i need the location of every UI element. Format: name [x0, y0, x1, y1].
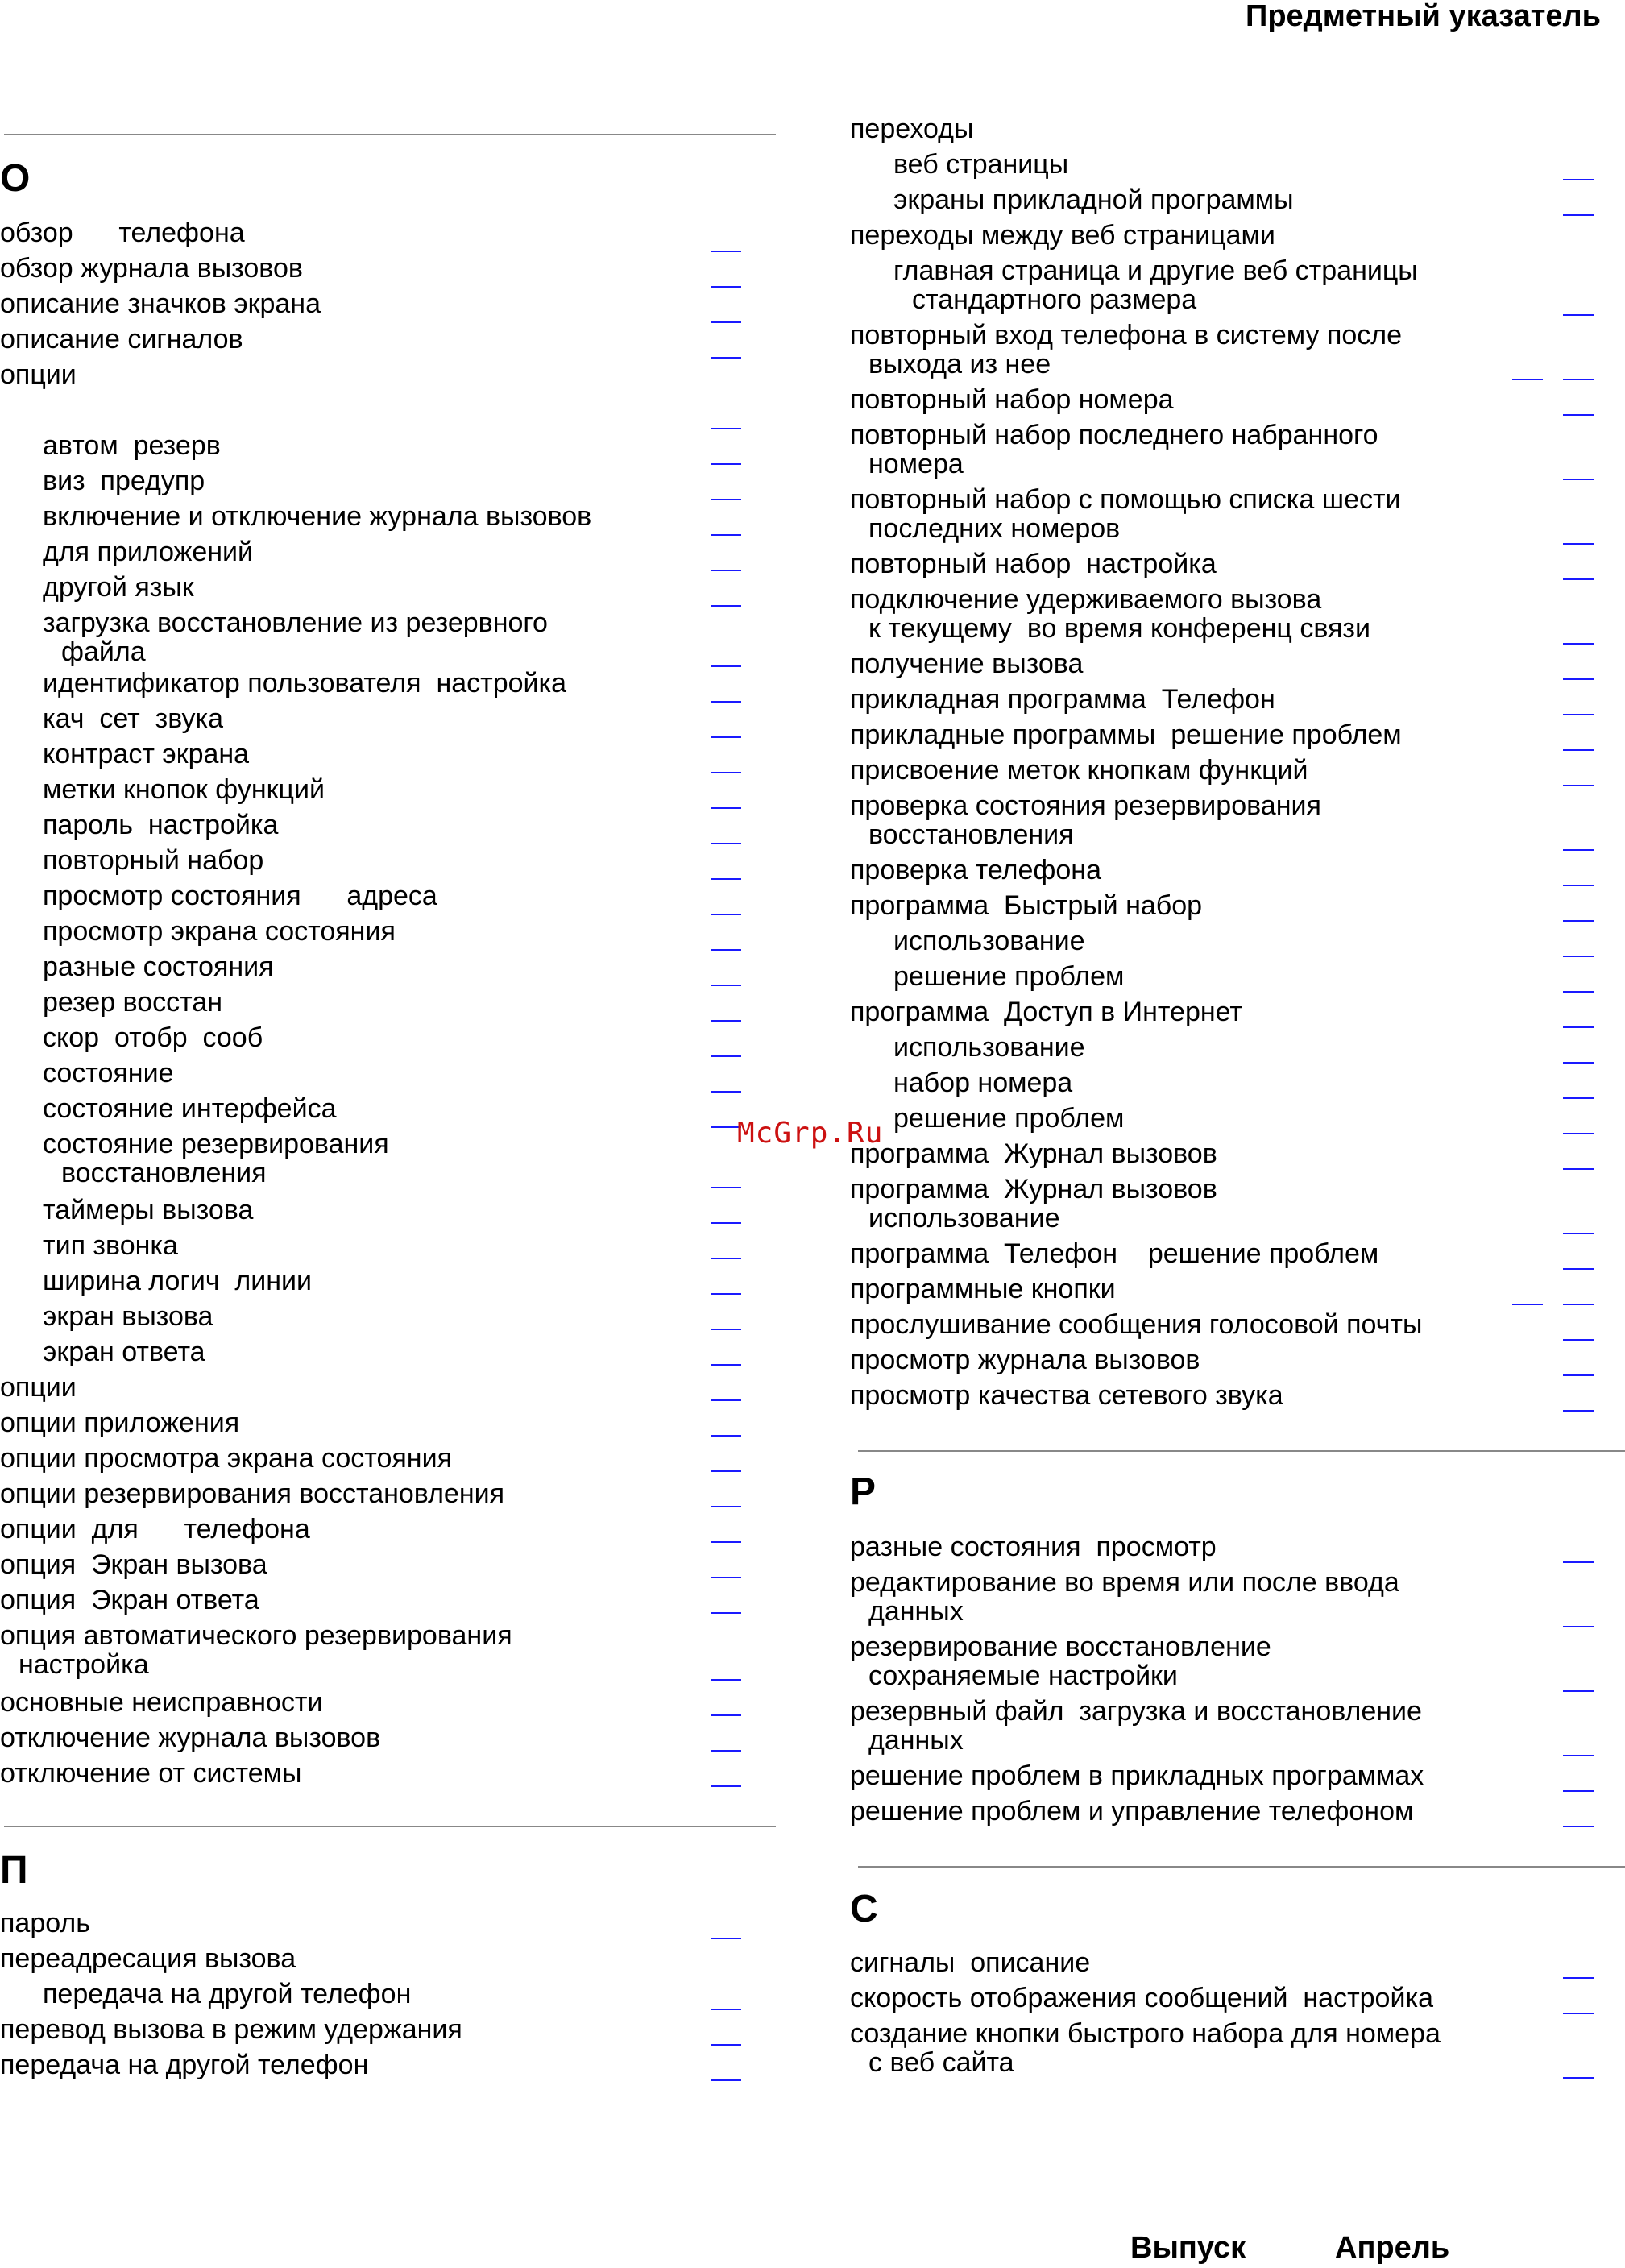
index-subentry: решение проблем	[893, 961, 1125, 992]
section-letter-p: П	[0, 1849, 28, 1892]
index-subentry: веб страницы	[893, 149, 1069, 180]
page-link[interactable]	[1563, 1268, 1594, 1270]
index-entry: опции	[0, 1372, 77, 1403]
index-entry: программа Быстрый набор	[850, 890, 1203, 921]
index-entry: программа Телефон решение проблем	[850, 1238, 1379, 1269]
index-subentry: другой язык	[43, 572, 194, 603]
index-entry: резервирование восстановление	[850, 1632, 1271, 1662]
index-entry: пароль	[0, 1908, 90, 1938]
page-link[interactable]	[1563, 1826, 1594, 1827]
page-link[interactable]	[1563, 678, 1594, 680]
page-link[interactable]	[1563, 1690, 1594, 1692]
index-subentry: ширина логич линии	[43, 1266, 313, 1296]
index-entry-continued: сохраняемые настройки	[868, 1661, 1178, 1691]
page-link[interactable]	[711, 1364, 741, 1366]
page-link[interactable]	[1563, 578, 1594, 580]
index-subentry: включение и отключение журнала вызовов	[43, 501, 592, 532]
page-header-title: Предметный указатель	[1246, 0, 1601, 33]
index-subentry: экран ответа	[43, 1337, 205, 1367]
page-link[interactable]	[1563, 1168, 1594, 1170]
index-subentry: скор отобр сооб	[43, 1022, 263, 1053]
index-entry: подключение удерживаемого вызова	[850, 584, 1322, 615]
page-link[interactable]	[711, 665, 741, 667]
page-link[interactable]	[711, 463, 741, 465]
index-entry: просмотр качества сетевого звука	[850, 1380, 1283, 1411]
page-link[interactable]	[1563, 885, 1594, 886]
section-divider	[858, 1866, 1625, 1868]
page-link[interactable]	[1563, 314, 1594, 316]
page-link[interactable]	[1563, 1977, 1594, 1979]
page-link[interactable]	[711, 736, 741, 738]
index-entry: резервный файл загрузка и восстановление	[850, 1696, 1422, 1727]
page-link[interactable]	[1563, 714, 1594, 715]
page-link[interactable]	[711, 1187, 741, 1188]
page-link[interactable]	[711, 605, 741, 607]
page-link[interactable]	[1563, 1133, 1594, 1134]
index-entry: скорость отображения сообщений настройка	[850, 1983, 1433, 2013]
page-link[interactable]	[711, 1577, 741, 1578]
index-entry-continued: с веб сайта	[868, 2047, 1014, 2078]
index-subentry: пароль настройка	[43, 810, 279, 840]
section-divider	[4, 134, 776, 135]
page-link[interactable]	[1563, 1626, 1594, 1627]
index-entry: отключение от системы	[0, 1758, 302, 1789]
section-letter-r: Р	[850, 1470, 877, 1513]
index-entry: получение вызова	[850, 649, 1084, 679]
index-entry: присвоение меток кнопкам функций	[850, 755, 1308, 786]
index-subentry: метки кнопок функций	[43, 774, 325, 805]
page-link[interactable]	[711, 772, 741, 773]
page-link[interactable]	[1563, 956, 1594, 957]
index-subentry: виз предупр	[43, 466, 205, 496]
page-link[interactable]	[1563, 379, 1594, 380]
page-link[interactable]	[711, 1750, 741, 1752]
page-link[interactable]	[1563, 849, 1594, 851]
page-link[interactable]	[711, 286, 741, 288]
index-subentry: главная страница и другие веб страницы	[893, 255, 1418, 286]
index-entry: перевод вызова в режим удержания	[0, 2014, 462, 2045]
index-subentry-continued: стандартного размера	[912, 284, 1197, 315]
page-link[interactable]	[1563, 920, 1594, 922]
index-entry: прослушивание сообщения голосовой почты	[850, 1309, 1423, 1340]
page-link[interactable]	[711, 357, 741, 359]
index-subentry: кач сет звука	[43, 703, 224, 734]
index-entry: повторный вход телефона в систему после	[850, 320, 1403, 350]
index-entry: программа Журнал вызовов	[850, 1174, 1217, 1204]
footer-issue-label: Выпуск	[1130, 2231, 1246, 2265]
index-entry: проверка телефона	[850, 855, 1101, 885]
index-subentry: просмотр экрана состояния	[43, 916, 396, 947]
page-link[interactable]	[1512, 1304, 1543, 1305]
page-link[interactable]	[1563, 1062, 1594, 1064]
page-link[interactable]	[711, 985, 741, 986]
index-entry: просмотр журнала вызовов	[850, 1345, 1200, 1375]
index-entry: сигналы описание	[850, 1947, 1091, 1978]
page-link[interactable]	[1563, 543, 1594, 545]
index-entry: программа Доступ в Интернет	[850, 997, 1242, 1027]
index-subentry: загрузка восстановление из резервного	[43, 607, 548, 638]
index-subentry: идентификатор пользователя настройка	[43, 668, 567, 699]
page-link[interactable]	[711, 428, 741, 429]
index-entry: прикладные программы решение проблем	[850, 719, 1402, 750]
page-link[interactable]	[711, 1541, 741, 1543]
page-link[interactable]	[711, 251, 741, 252]
page-link[interactable]	[711, 1714, 741, 1716]
page-link[interactable]	[711, 949, 741, 951]
index-subentry: повторный набор	[43, 845, 264, 876]
index-entry: передача на другой телефон	[0, 2050, 369, 2080]
page-link[interactable]	[711, 843, 741, 844]
page-link[interactable]	[711, 878, 741, 880]
index-subentry: разные состояния	[43, 952, 274, 982]
index-subentry: тип звонка	[43, 1230, 178, 1261]
page-link[interactable]	[711, 1055, 741, 1057]
index-subentry: передача на другой телефон	[43, 1979, 412, 2009]
index-entry: опции	[0, 359, 77, 390]
index-subentry-continued: восстановления	[61, 1158, 267, 1188]
index-subentry: состояние интерфейса	[43, 1093, 337, 1124]
index-entry: повторный набор последнего набранного	[850, 420, 1378, 450]
index-entry: опция автоматического резервирования	[0, 1620, 512, 1651]
page-link[interactable]	[711, 914, 741, 915]
page-link[interactable]	[1563, 1561, 1594, 1563]
section-letter-s: С	[850, 1888, 878, 1930]
section-divider	[858, 1450, 1625, 1452]
page-link[interactable]	[711, 807, 741, 809]
page-link[interactable]	[711, 570, 741, 571]
section-letter-o: О	[0, 157, 31, 200]
page-link[interactable]	[1563, 1233, 1594, 1234]
page-link[interactable]	[1563, 1790, 1594, 1792]
page-link[interactable]	[711, 1679, 741, 1681]
page-link[interactable]	[1563, 2077, 1594, 2079]
page-link[interactable]	[1563, 1374, 1594, 1376]
page-link[interactable]	[1563, 414, 1594, 416]
index-entry: описание значков экрана	[0, 288, 321, 319]
index-subentry: таймеры вызова	[43, 1195, 254, 1225]
index-entry: разные состояния просмотр	[850, 1532, 1217, 1562]
page-link[interactable]	[1563, 179, 1594, 180]
index-entry: переходы между веб страницами	[850, 220, 1275, 251]
index-subentry: использование	[893, 1032, 1085, 1063]
index-entry: опция Экран вызова	[0, 1549, 267, 1580]
index-subentry: решение проблем	[893, 1103, 1125, 1134]
page-link[interactable]	[1563, 1755, 1594, 1756]
page-link[interactable]	[711, 1258, 741, 1259]
index-entry: прикладная программа Телефон	[850, 684, 1275, 715]
page-link[interactable]	[1563, 1097, 1594, 1099]
page-link[interactable]	[711, 1612, 741, 1614]
index-entry-continued: номера	[868, 449, 964, 479]
page-link[interactable]	[1563, 785, 1594, 786]
index-entry-continued: данных	[868, 1725, 964, 1756]
page-link[interactable]	[1563, 991, 1594, 993]
page-link[interactable]	[1563, 2013, 1594, 2014]
section-divider	[4, 1826, 776, 1827]
page-link[interactable]	[711, 701, 741, 703]
index-entry: опция Экран ответа	[0, 1585, 259, 1615]
page-link[interactable]	[711, 1506, 741, 1507]
page-link[interactable]	[711, 1222, 741, 1224]
index-entry: проверка состояния резервирования	[850, 790, 1321, 821]
index-subentry: просмотр состояния адреса	[43, 881, 437, 911]
page-link[interactable]	[711, 1470, 741, 1472]
page-link[interactable]	[711, 1329, 741, 1330]
index-entry-continued: настройка	[19, 1649, 149, 1680]
index-entry: отключение журнала вызовов	[0, 1723, 381, 1753]
index-subentry: для приложений	[43, 537, 254, 567]
page-link[interactable]	[1563, 479, 1594, 480]
index-subentry: автом резерв	[43, 430, 221, 461]
index-entry: обзор телефона	[0, 218, 245, 248]
index-entry: описание сигналов	[0, 324, 243, 355]
index-entry: обзор журнала вызовов	[0, 253, 303, 284]
page-link[interactable]	[711, 1293, 741, 1295]
index-entry: повторный набор номера	[850, 384, 1174, 415]
index-entry: опции просмотра экрана состояния	[0, 1443, 452, 1474]
index-subentry-continued: файла	[61, 636, 146, 667]
page-link[interactable]	[711, 534, 741, 536]
index-subentry: экран вызова	[43, 1301, 213, 1332]
page-link[interactable]	[711, 1020, 741, 1022]
index-entry: повторный набор настройка	[850, 549, 1217, 579]
index-entry: решение проблем и управление телефоном	[850, 1796, 1414, 1826]
index-entry: опции резервирования восстановления	[0, 1478, 504, 1509]
index-entry-continued: к текущему во время конференц связи	[868, 613, 1370, 644]
index-entry-continued: восстановления	[868, 819, 1074, 850]
index-entry: опции приложения	[0, 1408, 240, 1438]
index-entry: переадресация вызова	[0, 1943, 296, 1974]
index-entry: решение проблем в прикладных программах	[850, 1760, 1424, 1791]
index-subentry: экраны прикладной программы	[893, 185, 1294, 215]
index-entry: переходы	[850, 114, 974, 144]
index-entry: редактирование во время или после ввода	[850, 1567, 1399, 1598]
index-entry: основные неисправности	[0, 1687, 323, 1718]
watermark-text: McGrp.Ru	[737, 1117, 884, 1150]
index-entry: повторный набор с помощью списка шести	[850, 484, 1401, 515]
index-entry-continued: использование	[868, 1203, 1060, 1234]
footer-month-label: Апрель	[1335, 2231, 1450, 2265]
index-subentry: резер восстан	[43, 987, 223, 1018]
page-link[interactable]	[711, 1938, 741, 1939]
index-entry-continued: данных	[868, 1596, 964, 1627]
page-link[interactable]	[711, 2009, 741, 2010]
index-entry: опции для телефона	[0, 1514, 310, 1544]
page-link[interactable]	[1512, 379, 1543, 380]
index-subentry: использование	[893, 926, 1085, 956]
page-link[interactable]	[711, 2044, 741, 2046]
page-link[interactable]	[1563, 1339, 1594, 1341]
page-link[interactable]	[711, 1091, 741, 1093]
index-subentry: состояние резервирования	[43, 1129, 389, 1159]
page-link[interactable]	[711, 321, 741, 323]
index-entry-continued: последних номеров	[868, 513, 1121, 544]
page-link[interactable]	[1563, 1304, 1594, 1305]
page-link[interactable]	[711, 1399, 741, 1401]
page-link[interactable]	[1563, 214, 1594, 216]
page-link[interactable]	[711, 1435, 741, 1437]
index-entry: программные кнопки	[850, 1274, 1116, 1304]
page-link[interactable]	[1563, 1410, 1594, 1412]
page-link[interactable]	[1563, 749, 1594, 751]
index-subentry: состояние	[43, 1058, 174, 1088]
page-link[interactable]	[1563, 643, 1594, 645]
page-link[interactable]	[711, 2079, 741, 2081]
page-link[interactable]	[1563, 1026, 1594, 1028]
index-entry: создание кнопки быстрого набора для номера	[850, 2018, 1441, 2049]
page-link[interactable]	[711, 499, 741, 500]
index-subentry: контраст экрана	[43, 739, 250, 769]
page-link[interactable]	[711, 1785, 741, 1787]
index-entry-continued: выхода из нее	[868, 349, 1051, 379]
index-entry: программа Журнал вызовов	[850, 1138, 1217, 1169]
index-subentry: набор номера	[893, 1068, 1073, 1098]
